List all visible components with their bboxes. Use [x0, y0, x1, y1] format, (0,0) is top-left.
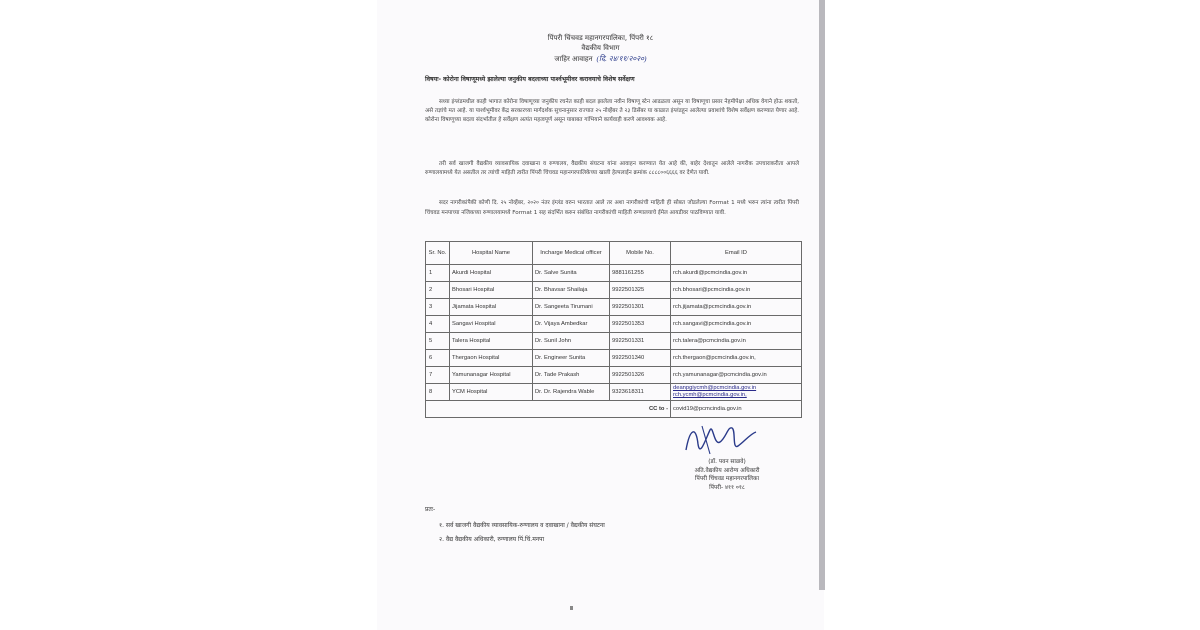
email-cell: rch.thergaon@pcmcindia.gov.in,	[671, 350, 802, 367]
email-cell: rch.sangavi@pcmcindia.gov.in	[671, 316, 802, 333]
hospital-cell: Akurdi Hospital	[450, 265, 533, 282]
officer-cell: Dr. Bhavsar Shailaja	[533, 282, 610, 299]
email-cell: rch.yamunanagar@pcmcindia.gov.in	[671, 367, 802, 384]
email-link[interactable]: deanpgiycmh@pcmcindia.gov.in	[673, 385, 757, 391]
department-name: वैद्यकीय विभाग	[581, 44, 620, 52]
header-mobile-no: Mobile No.	[610, 242, 671, 265]
paragraph-2: तरी सर्व खाजगी वैद्यकीय व्यावसायिक दवाखाना व रुग्णालय, वैद्यकीय संघटना यांना आवाहन करण्यात येत आहे की, बाहेर देशातून आलेले नागरीक उपचाराकरीता आपले रुग्णालयामध्ये येत असतील तर त्यांची माहिती त्वरीत पिंपरी चिंचवड महानगरपालिकेच्या खाली हेल्पलाईन क्रमांक ८८८८००६६६६ वर देणेत यावी.	[425, 161, 799, 177]
table-row	[426, 316, 802, 333]
notice-title	[377, 54, 824, 64]
table-row	[426, 333, 802, 350]
hospital-cell: Sangavi Hospital	[450, 316, 533, 333]
header-hospital-name: Hospital Name	[450, 242, 533, 265]
hospital-cell: Bhosari Hospital	[450, 282, 533, 299]
notice-heading: जाहिर आवाहन	[554, 55, 593, 63]
hospital-cell: Yamunanagar Hospital	[450, 367, 533, 384]
sr-cell: 8	[426, 384, 450, 401]
table-row	[426, 367, 802, 384]
paragraph-3: सदर नागरीकांपैकी कोणी दि. २५ नोव्हेंबर, २०२० नंतर इंग्लंड वरुन भारतात आले तर अशा नागरीकांची माहिती ही सोबत जोडलेल्या Format 1 मध्ये भरुन त्यांना त्वरीत पिंपरी चिंचवड मनपाच्या नजिकच्या रुग्णालयामध्ये Format 1 सह संदर्भित करुन संबंधित नागरीकांची माहिती रुग्णालयाचे ईमेल आयडीवर पाठविण्यात यावी.	[425, 200, 799, 216]
mobile-cell: 9323618311	[610, 384, 671, 401]
org-name: पिंपरी चिंचवड महानगरपालिका, पिंपरी १८	[547, 34, 654, 42]
document-page	[377, 0, 824, 630]
copy-to-label: प्रतः-	[425, 506, 436, 513]
table-row	[426, 282, 802, 299]
email-cell: rch.akurdi@pcmcindia.gov.in	[671, 265, 802, 282]
sr-cell: 7	[426, 367, 450, 384]
email-cell	[671, 384, 802, 401]
mobile-cell: 9922501325	[610, 282, 671, 299]
hospital-table	[425, 241, 802, 418]
officer-cell: Dr. Sunil John	[533, 333, 610, 350]
email-link[interactable]: rch.ycmh@pcmcindia.gov.in,	[673, 392, 747, 398]
paragraph-1: सध्या इंग्लंडमधील काही भागात कोरोना विषाणूच्या जनुकीय रचनेत काही बदल झालेला नवीन विषाणू स्टेन आढळला असून या विषाणूचा प्रसार नेहमीपेक्षा अधिक वेगाने होऊ शकतो, असे तज्ञांचे मत आहे. या पार्श्वभूमीवर केंद्र सरकारच्या मार्गदर्शक सुचनानुसार राज्यात २५ नोव्हेंबर ते २३ डिसेंबर या काळात इंग्लंडहून आलेल्या प्रवाशांचे विशेष सर्वेक्षण करण्यात येणार आहे. कोरोना विषाणूच्या बदला संदर्भातील हे सर्वेक्षण अत्यंत महत्वपूर्ण असून याबाबत गांभियाने कार्यवाही करणे आवश्यक आहे.	[425, 99, 799, 124]
email-cell: rch.talera@pcmcindia.gov.in	[671, 333, 802, 350]
sr-cell: 4	[426, 316, 450, 333]
mobile-cell: 9922501340	[610, 350, 671, 367]
cc-row	[426, 401, 802, 418]
handwritten-date: (दि. २४/११/२०२०)	[596, 54, 647, 63]
mobile-cell: 9922501353	[610, 316, 671, 333]
hospital-cell: Talera Hospital	[450, 333, 533, 350]
signature-icon	[680, 420, 760, 462]
scan-speck	[570, 606, 573, 610]
email-cell: rch.bhosari@pcmcindia.gov.in	[671, 282, 802, 299]
officer-cell: Dr. Engineer Sunita	[533, 350, 610, 367]
table-row	[426, 265, 802, 282]
page-edge-shadow	[819, 0, 825, 590]
officer-cell: Dr. Tade Prakash	[533, 367, 610, 384]
mobile-cell: 9922501301	[610, 299, 671, 316]
hospital-cell: Thergaon Hospital	[450, 350, 533, 367]
table-header-row	[426, 242, 802, 265]
sr-cell: 5	[426, 333, 450, 350]
sr-cell: 6	[426, 350, 450, 367]
copy-to-item: १. सर्व खाजगी वैद्यकीय व्यावसायिक-रुग्णालय व दवाखाना / वैद्यकीय संघटना	[439, 522, 605, 529]
officer-cell: Dr. Sangeeta Tirumani	[533, 299, 610, 316]
table-row	[426, 299, 802, 316]
cc-label: CC to -	[426, 401, 671, 418]
subject-line: विषयः- कोरोना विषाणूमध्ये झालेल्या जनुकीय बदलाच्या पार्श्वभूमीवर करावयाचे विशेष सर्वेक्षण	[425, 76, 635, 83]
officer-cell: Dr. Dr. Rajendra Wable	[533, 384, 610, 401]
copy-to-item: २. वैद्य वैद्यकीय अधिकारी, रुग्णालय पिं.चिं.मनपा	[439, 536, 545, 543]
sr-cell: 2	[426, 282, 450, 299]
officer-cell: Dr. Vijaya Ambedkar	[533, 316, 610, 333]
table-row	[426, 384, 802, 401]
table-row	[426, 350, 802, 367]
header-sr-no: Sr. No.	[426, 242, 450, 265]
signature-block	[667, 458, 787, 492]
header-email-id: Email ID	[671, 242, 802, 265]
officer-cell: Dr. Salve Sunita	[533, 265, 610, 282]
signatory-place: पिंपरी- ४११ ०१८	[709, 484, 745, 491]
mobile-cell: 9881161255	[610, 265, 671, 282]
sr-cell: 1	[426, 265, 450, 282]
signatory-designation: अति.वैद्यकीय आरोग्य अधिकारी	[694, 467, 760, 474]
signatory-org: पिंपरी चिंचवड महानगरपालिका	[695, 476, 759, 483]
signatory-name: (डॉ. पवन साळवे)	[708, 459, 746, 465]
hospital-cell: YCM Hospital	[450, 384, 533, 401]
mobile-cell: 9922501326	[610, 367, 671, 384]
sr-cell: 3	[426, 299, 450, 316]
hospital-cell: Jijamata Hospital	[450, 299, 533, 316]
cc-email: covid19@pcmcindia.gov.in	[671, 401, 802, 418]
header-incharge-officer: Incharge Medical officer	[533, 242, 610, 265]
email-cell: rch.jijamata@pcmcindia.gov.in	[671, 299, 802, 316]
mobile-cell: 9922501331	[610, 333, 671, 350]
